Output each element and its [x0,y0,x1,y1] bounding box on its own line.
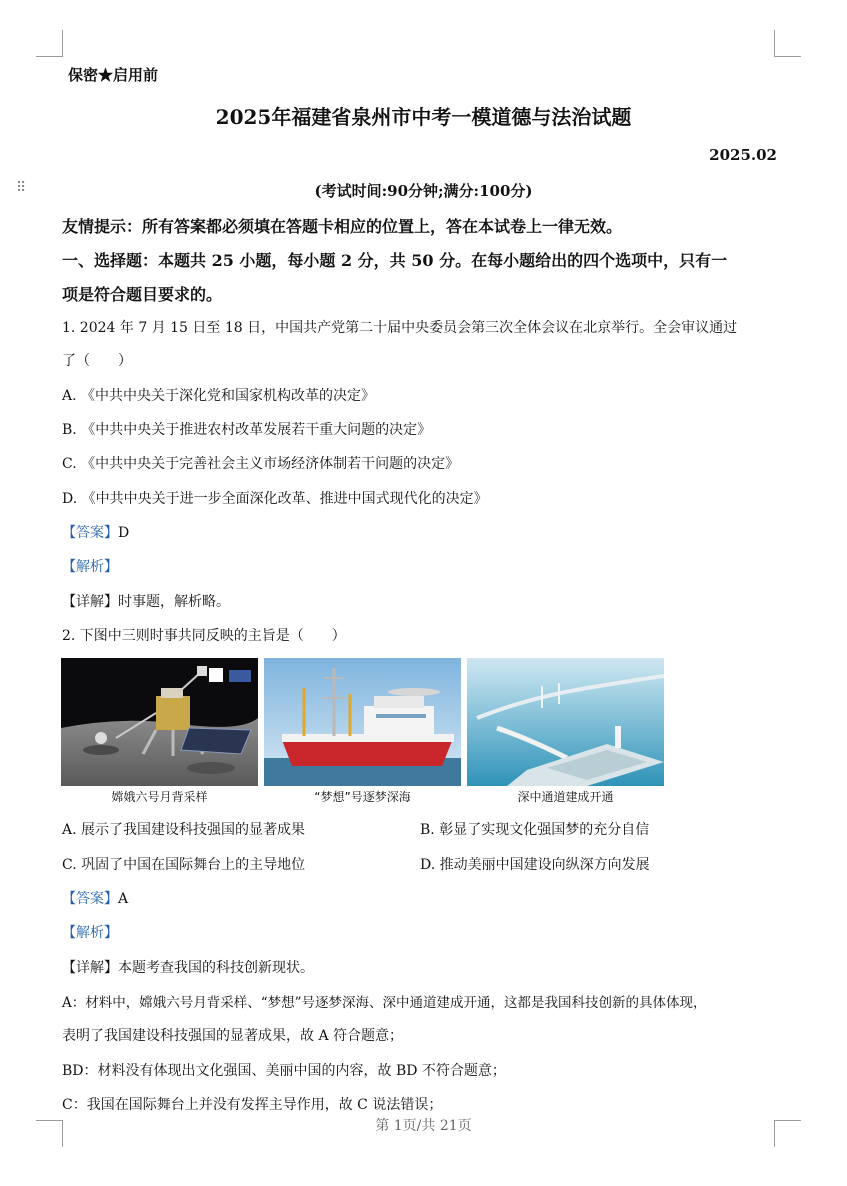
q1-option-a: A. 《中共中央关于深化党和国家机构改革的决定》 [62,388,376,404]
q2-answer [62,888,128,908]
q2-stem: 2. 下图中三则时事共同反映的主旨是（ ） [62,628,346,644]
page-title: 2025年福建省泉州市中考一模道德与法治试题 [215,105,632,129]
answer-tag: 【答案】 [62,891,118,907]
q1-option-c: C. 《中共中央关于完善社会主义市场经济体制若干问题的决定》 [62,456,460,472]
image-caption-2: “梦想”号逐梦深海 [314,790,411,804]
exam-info: (考试时间:90分钟;满分:100分) [314,182,533,200]
q2-option-d: D. 推动美丽中国建设向纵深方向发展 [420,857,650,873]
q2-detail [62,957,314,977]
q2-option-b: B. 彰显了实现文化强国梦的充分自信 [420,822,650,838]
image-caption-1: 嫦娥六号月背采样 [111,790,208,804]
crop-mark-top-left [36,30,63,57]
page-number: 第 1页/共 21页 [375,1118,472,1134]
q1-option-b: B. 《中共中央关于推进农村改革发展若干重大问题的决定》 [62,422,432,438]
q2-analysis-tag: 【解析】 [62,925,118,941]
drag-handle-icon[interactable]: ⠿ [16,180,26,196]
answer-tag: 【答案】 [62,525,118,541]
q1-stem-line1: 1. 2024 年 7 月 15 日至 18 日，中国共产党第二十届中央委员会第三次全体会议在北京举行。全会审议通过 [62,320,738,336]
detail-tag: 【详解】 [62,594,118,610]
q1-answer [62,522,129,542]
image-dream-ship [264,658,461,786]
q1-stem-line2: 了（ ） [62,353,132,369]
notice: 友情提示：所有答案都必须填在答题卡相应的位置上，答在本试卷上一律无效。 [62,217,623,236]
q2-explain-a-line1: A：材料中，嫦娥六号月背采样、“梦想”号逐梦深海、深中通道建成开通，这都是我国科技创新的具体体现， [62,995,707,1011]
detail-text: 本题考查我国的科技创新现状。 [118,960,314,976]
detail-text: 时事题，解析略。 [118,594,230,610]
q2-explain-c: C：我国在国际舞台上并没有发挥主导作用，故 C 说法错误； [62,1097,443,1113]
q1-analysis-tag: 【解析】 [62,559,118,575]
q2-option-c: C. 巩固了中国在国际舞台上的主导地位 [62,857,306,873]
secret-label: 保密★启用前 [68,66,159,84]
crop-mark-top-right [774,30,801,57]
answer-value: A [118,891,129,907]
answer-value: D [118,525,130,541]
detail-tag: 【详解】 [62,960,118,976]
q2-explain-bd: BD：材料没有体现出文化强国、美丽中国的内容，故 BD 不符合题意； [62,1063,506,1079]
section-heading-line2: 项是符合题目要求的。 [62,285,223,304]
image-caption-3: 深中通道建成开通 [517,790,614,804]
image-shenzhong-link [467,658,664,786]
q2-option-a: A. 展示了我国建设科技强国的显著成果 [62,822,306,838]
exam-date: 2025.02 [709,146,777,164]
q1-detail [62,591,230,611]
q2-explain-a-line2: 表明了我国建设科技强国的显著成果，故 A 符合题意； [62,1028,404,1044]
q1-option-d: D. 《中共中央关于进一步全面深化改革、推进中国式现代化的决定》 [62,491,488,507]
section-heading-line1: 一、选择题：本题共 25 小题，每小题 2 分，共 50 分。在每小题给出的四个选项中，只有一 [62,251,728,270]
image-change6-lunar-sampling [61,658,258,786]
